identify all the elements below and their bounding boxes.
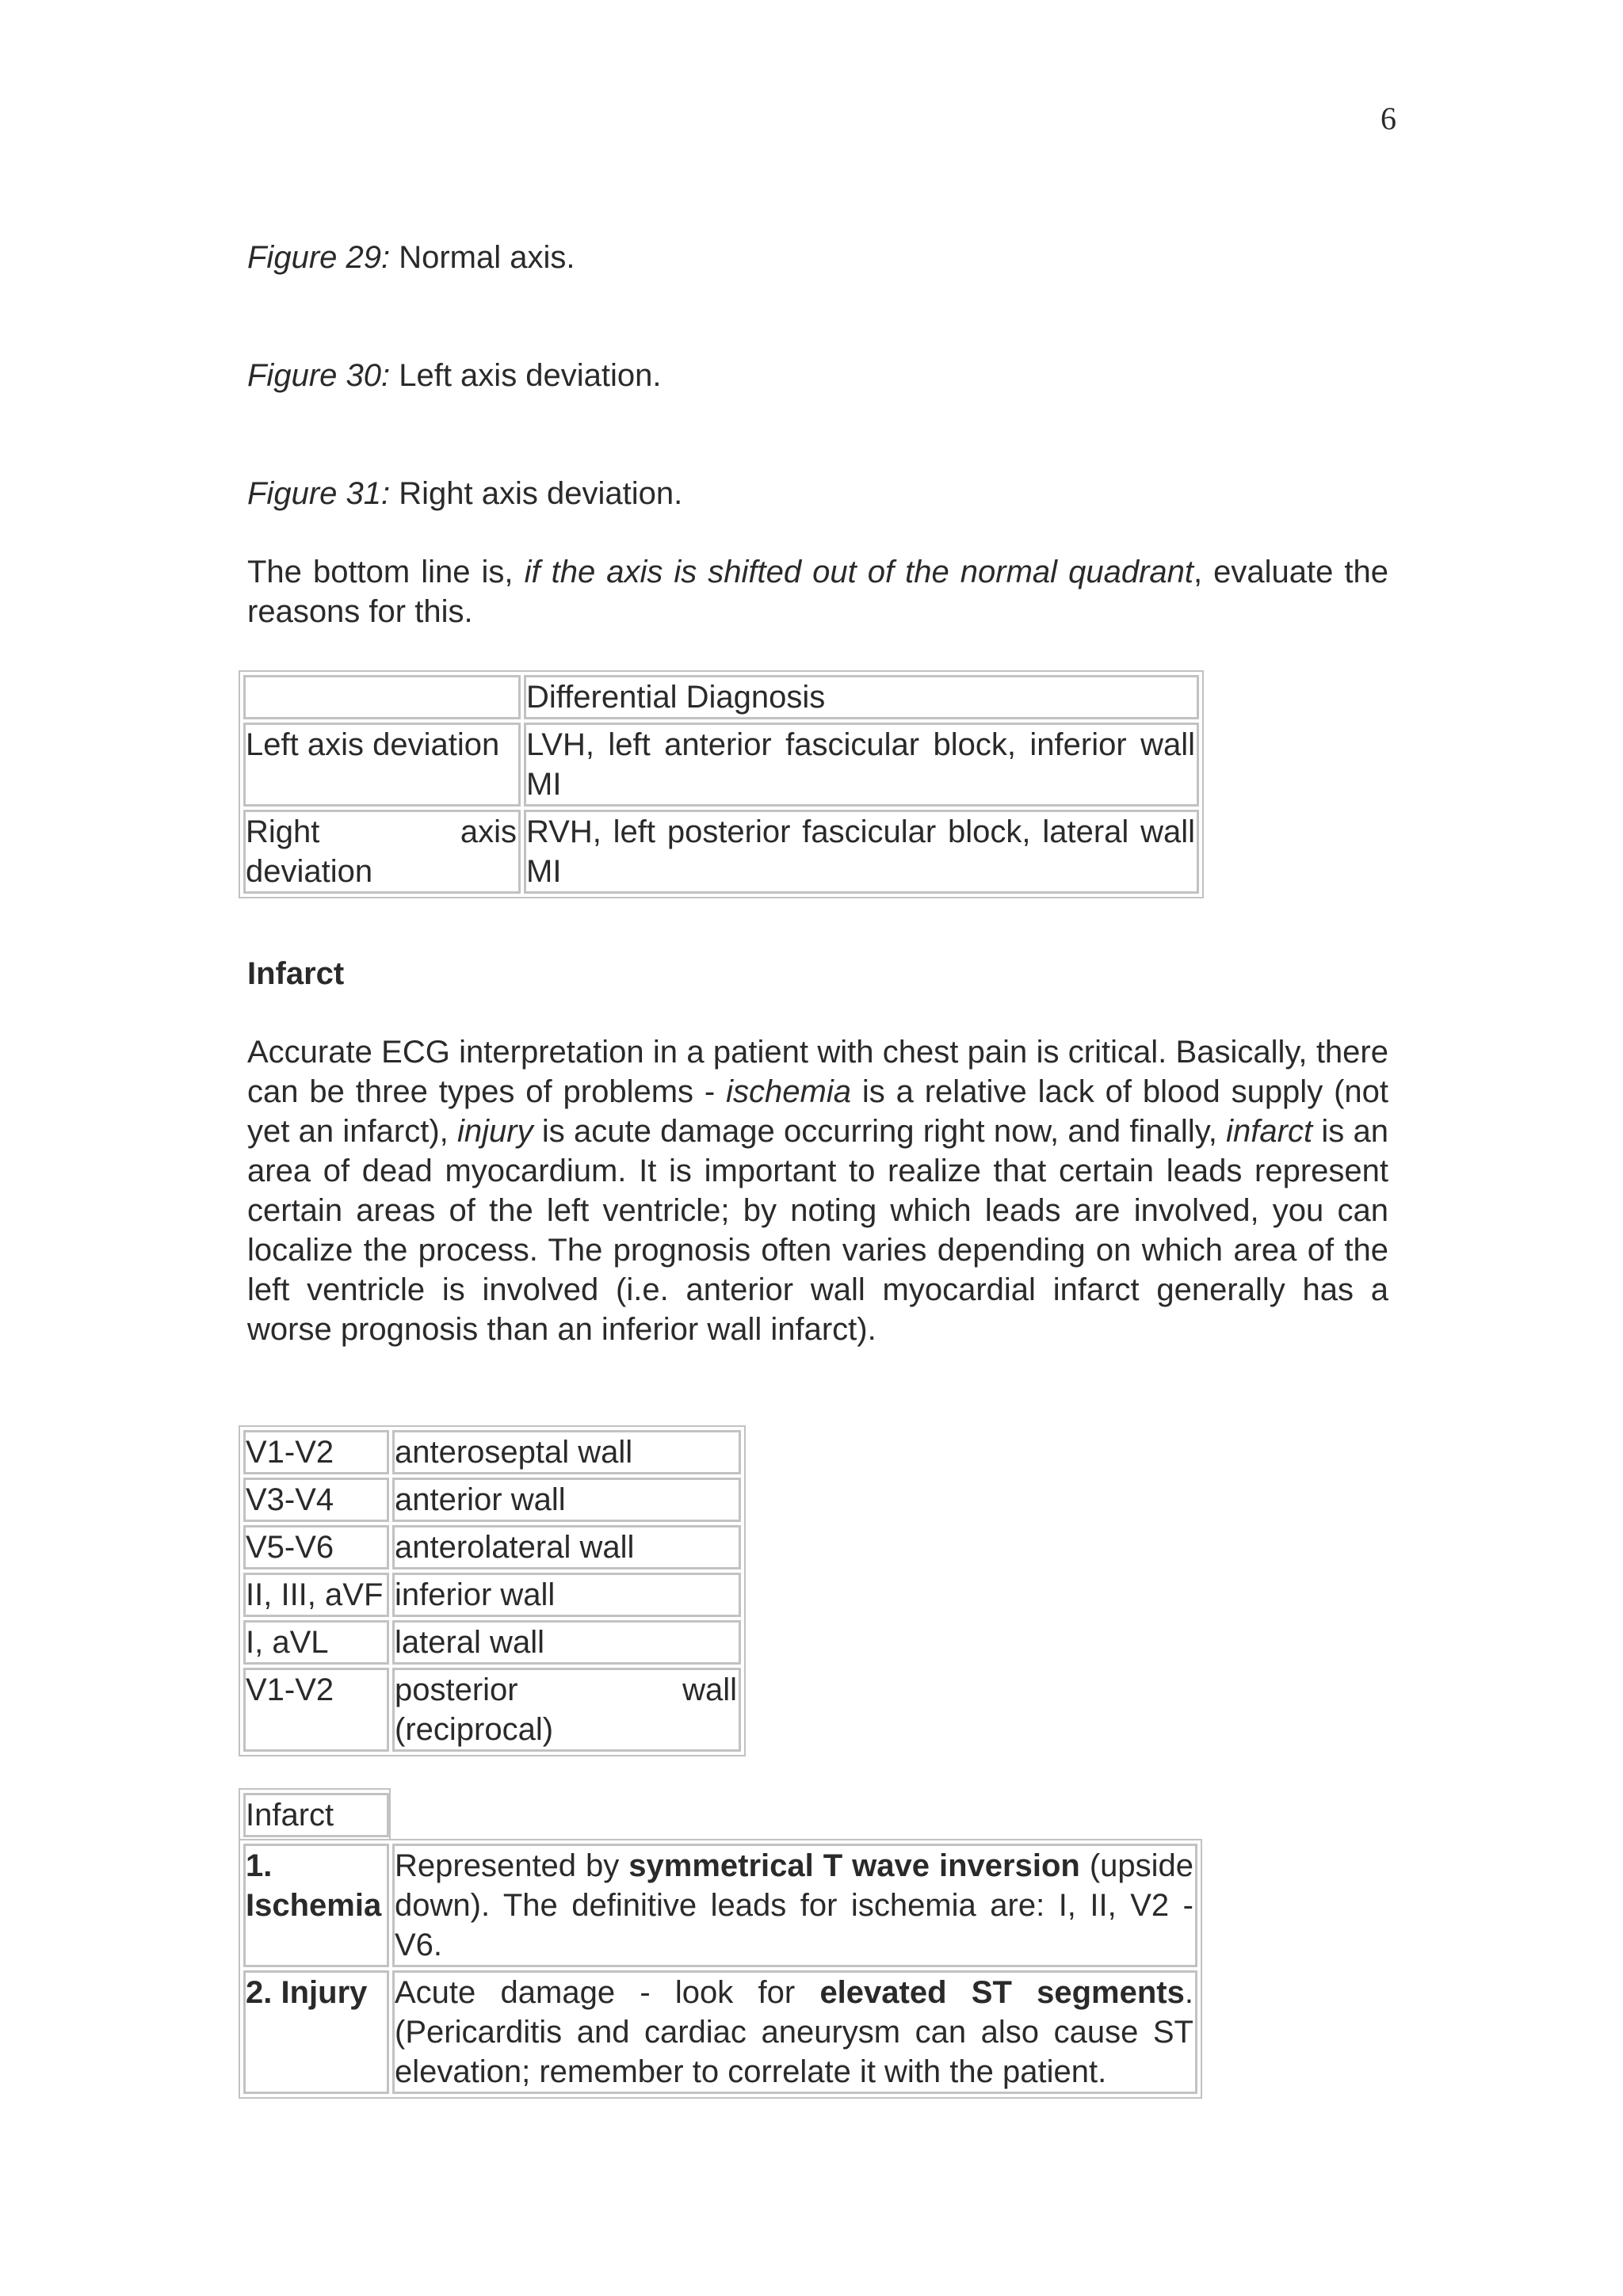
page-number: 6: [1381, 101, 1396, 136]
area-cell: anteroseptal wall: [392, 1430, 741, 1474]
figure-label: Figure 30:: [247, 358, 391, 393]
description-text: . (Pericarditis and cardiac aneurysm can also cause ST elevation; remember to correlate it with the patient.: [395, 1975, 1193, 2089]
description-bold: elevated ST segments: [819, 1975, 1185, 2010]
axis-label-word: axis: [460, 814, 517, 849]
table-row: [243, 1430, 741, 1474]
table-row: [243, 1525, 741, 1569]
description-bold: symmetrical T wave inversion: [628, 1848, 1080, 1883]
table-row: [243, 1668, 741, 1752]
area-word: posterior: [395, 1672, 518, 1707]
area-cell: anterolateral wall: [392, 1525, 741, 1569]
paragraph-emphasis: injury: [457, 1114, 533, 1149]
lead-cell: II, III, aVF: [243, 1573, 389, 1617]
description-text: Acute damage - look for: [395, 1975, 820, 2010]
stage-cell: 1. Ischemia: [243, 1844, 389, 1967]
area-line: (reciprocal): [395, 1712, 554, 1747]
description-text: Represented by: [395, 1848, 629, 1883]
axis-deviation-table: [239, 670, 1204, 898]
area-cell: [392, 1668, 741, 1752]
paragraph-text: Accurate ECG interpretation in a patient with chest pain is critical. Basically, there can be three types of problems -: [247, 1035, 1388, 1109]
table-header-cell: Differential Diagnosis: [524, 675, 1199, 719]
table-row: [243, 1970, 1197, 2094]
infarct-header-cell: Infarct: [243, 1793, 389, 1837]
bottom-line-emphasis: if the axis is shifted out of the normal quadrant: [524, 555, 1193, 589]
lead-cell: V1-V2: [243, 1430, 389, 1474]
area-cell: lateral wall: [392, 1620, 741, 1665]
figure-text: Right axis deviation.: [390, 476, 683, 511]
area-cell: inferior wall: [392, 1573, 741, 1617]
diagnosis-cell: LVH, left anterior fascicular block, inferior wall MI: [524, 723, 1199, 807]
table-row: [243, 723, 1199, 807]
table-row: [243, 810, 1199, 894]
bottom-line-text: , evaluate the reasons for this.: [247, 555, 1388, 629]
infarct-paragraph: [247, 1032, 1388, 1349]
lead-cell: V1-V2: [243, 1668, 389, 1752]
area-cell: anterior wall: [392, 1478, 741, 1522]
bottom-line-paragraph: [247, 552, 1388, 631]
figure-31-caption: [247, 474, 1388, 513]
figure-29-caption: [247, 238, 1388, 277]
stage-description-cell: [392, 1844, 1197, 1967]
lead-cell: V3-V4: [243, 1478, 389, 1522]
area-word: wall: [682, 1672, 737, 1707]
table-header-cell: [243, 675, 521, 719]
table-row: [243, 1844, 1197, 1967]
figure-text: Left axis deviation.: [390, 358, 662, 393]
axis-label-word: Right: [246, 814, 320, 849]
axis-label-line: deviation: [246, 854, 373, 889]
figure-text: Normal axis.: [390, 240, 575, 275]
paragraph-emphasis: infarct: [1226, 1114, 1313, 1149]
table-row: [243, 1573, 741, 1617]
stage-description-cell: [392, 1970, 1197, 2094]
infarct-heading: Infarct: [247, 956, 345, 991]
paragraph-text: is a relative lack of blood supply (not yet an infarct),: [247, 1074, 1389, 1149]
axis-label-line: [246, 812, 517, 852]
diagnosis-cell: RVH, left posterior fascicular block, lateral wall MI: [524, 810, 1199, 894]
lead-cell: V5-V6: [243, 1525, 389, 1569]
leads-table: [239, 1425, 746, 1756]
paragraph-text: is acute damage occurring right now, and finally,: [533, 1114, 1227, 1149]
figure-30-caption: [247, 356, 1388, 395]
figure-label: Figure 31:: [247, 476, 391, 511]
paragraph-text: is an area of dead myocardium. It is important to realize that certain leads represent certain areas of the left ventricle; by noting which leads are involved, you can localize the process. The prognosis often varies depending on which area of the left ventricle is involved (i.e. anterior wall myocardial infarct generally has a worse prognosis than an inferior wall infarct).: [247, 1114, 1388, 1347]
area-line: [395, 1670, 737, 1710]
axis-label-cell: [243, 810, 521, 894]
infarct-stages-table: [239, 1839, 1202, 2099]
table-row: [243, 1478, 741, 1522]
table-header-row: [243, 675, 1199, 719]
description-text: (upside down). The definitive leads for ischemia are: I, II, V2 - V6.: [395, 1848, 1194, 1962]
bottom-line-text: The bottom line is,: [247, 555, 525, 589]
axis-label-cell: Left axis deviation: [243, 723, 521, 807]
lead-cell: I, aVL: [243, 1620, 389, 1665]
table-row: [243, 1620, 741, 1665]
header-frame: [239, 1788, 391, 1840]
figure-label: Figure 29:: [247, 240, 391, 275]
paragraph-emphasis: ischemia: [726, 1074, 851, 1109]
stage-cell: 2. Injury: [243, 1970, 389, 2094]
